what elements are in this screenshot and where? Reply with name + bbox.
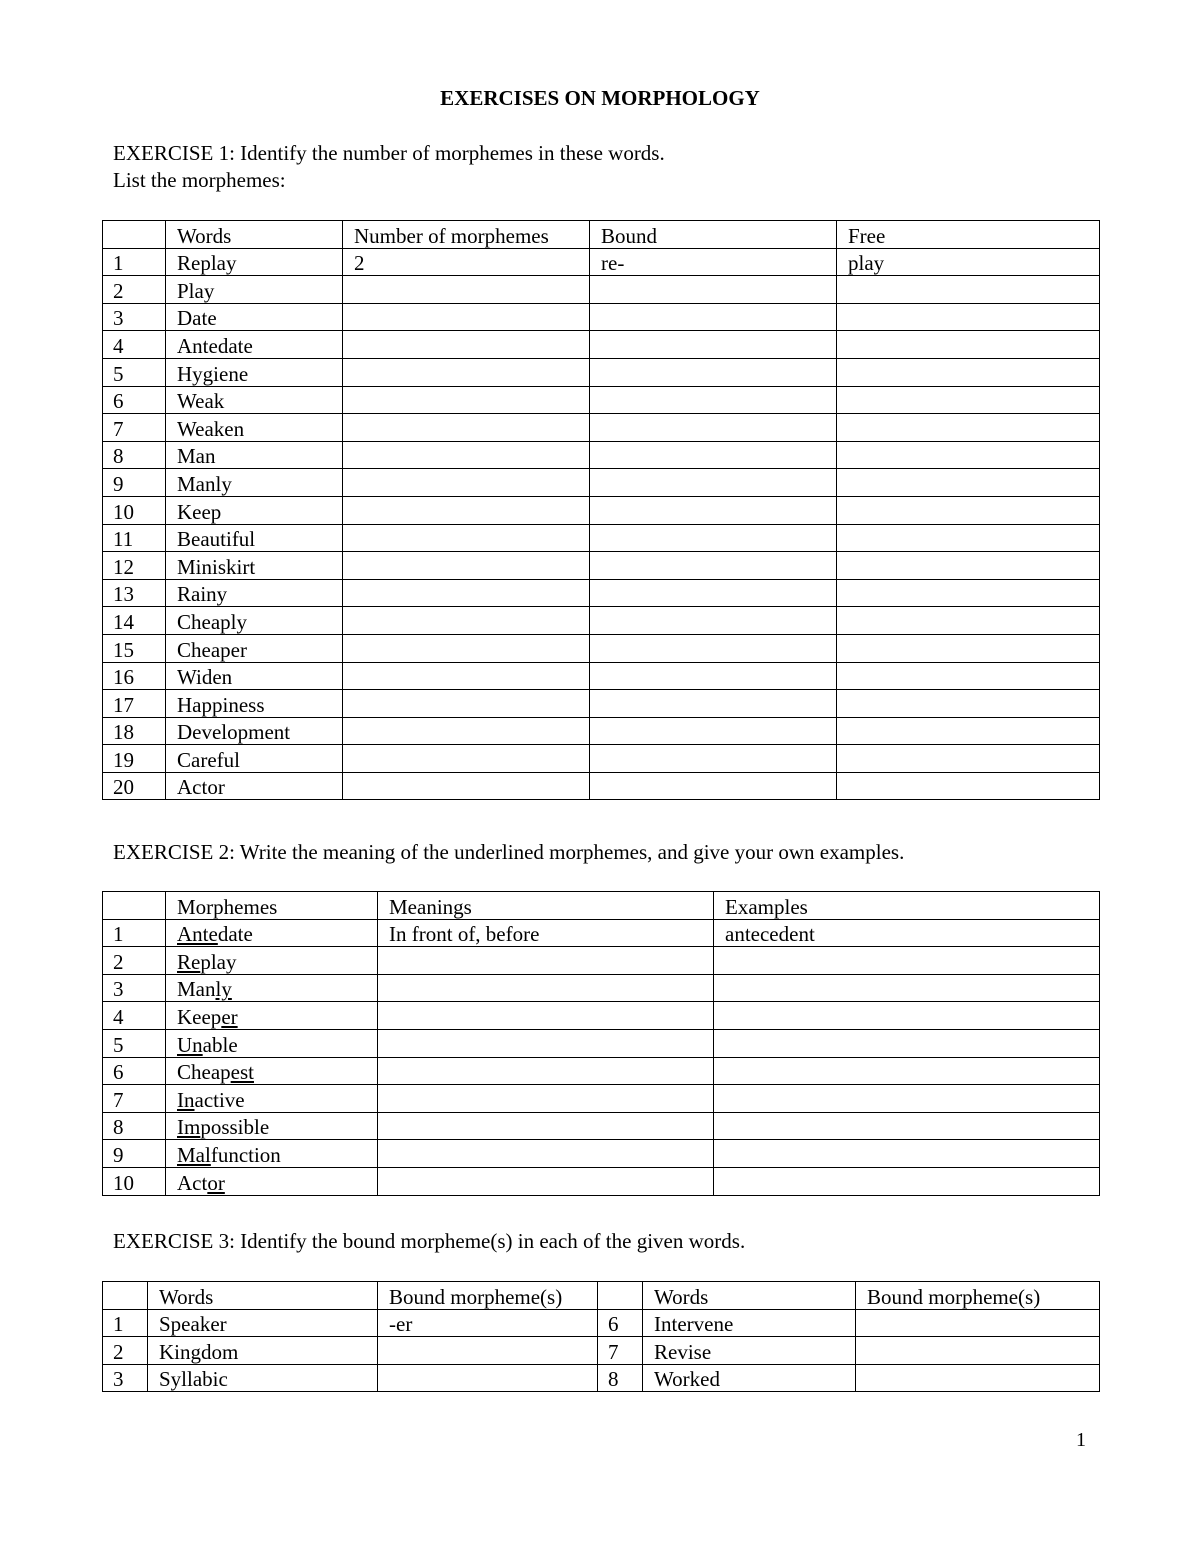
morpheme-cell [166,1167,378,1195]
morpheme-count-cell [343,358,590,386]
header-number-of-morphemes: Number of morphemes [343,221,590,249]
example-cell [714,1140,1100,1168]
word-cell: Manly [166,469,343,497]
row-number: 15 [103,634,166,662]
morpheme-plain-suffix: able [202,1032,238,1057]
row-number: 8 [598,1364,643,1392]
free-cell [837,717,1100,745]
morpheme-plain-suffix: play [200,949,237,974]
bound-cell [590,358,837,386]
header-bound-morphemes-2: Bound morpheme(s) [856,1282,1100,1310]
word-cell: Happiness [166,690,343,718]
morpheme-count-cell: 2 [343,248,590,276]
table-row [103,303,1100,331]
free-cell [837,579,1100,607]
underlined-morpheme: ly [215,977,232,1002]
morpheme-count-cell [343,552,590,580]
free-cell [837,745,1100,773]
row-number: 14 [103,607,166,635]
row-number: 2 [103,276,166,304]
exercise2-instruction: EXERCISE 2: Write the meaning of the underlined morphemes, and give your own examples. [113,840,905,864]
bound-cell [590,276,837,304]
row-number: 1 [103,1309,148,1337]
bound-cell [590,662,837,690]
row-number: 13 [103,579,166,607]
bound-cell [590,745,837,773]
table-row [103,634,1100,662]
row-number: 6 [103,1057,166,1085]
table-row [103,1085,1100,1113]
bound-cell [590,717,837,745]
table-row [103,1140,1100,1168]
morpheme-count-cell [343,496,590,524]
bound-cell [590,331,837,359]
word-cell: Intervene [643,1309,856,1337]
word-cell: Cheaper [166,634,343,662]
exercise1-table [102,220,1100,800]
bound-morpheme-cell [856,1309,1100,1337]
underlined-morpheme: or [207,1170,225,1195]
row-number: 7 [103,1085,166,1113]
header-words-2: Words [643,1282,856,1310]
table-row [103,524,1100,552]
bound-morpheme-cell [856,1364,1100,1392]
table-row [103,947,1100,975]
table-row [103,607,1100,635]
bound-morpheme-cell: -er [378,1309,598,1337]
word-cell: Play [166,276,343,304]
meaning-cell [378,1140,714,1168]
row-number: 8 [103,441,166,469]
row-number: 2 [103,1337,148,1365]
bound-cell [590,772,837,800]
underlined-morpheme: Un [177,1032,203,1057]
meaning-cell [378,1085,714,1113]
word-cell: Date [166,303,343,331]
meaning-cell [378,1112,714,1140]
exercise1-instruction: EXERCISE 1: Identify the number of morphemes in these words. [113,141,665,165]
morpheme-count-cell [343,331,590,359]
bound-cell [590,386,837,414]
underlined-morpheme: Re [177,949,201,974]
exercise1-subinstruction: List the morphemes: [113,168,286,192]
table-row [103,414,1100,442]
example-cell [714,1167,1100,1195]
morpheme-count-cell [343,524,590,552]
morpheme-cell [166,919,378,947]
free-cell [837,276,1100,304]
morpheme-cell [166,1140,378,1168]
word-cell: Worked [643,1364,856,1392]
header-number [103,221,166,249]
example-cell [714,1002,1100,1030]
free-cell [837,552,1100,580]
row-number: 1 [103,248,166,276]
morpheme-cell [166,1085,378,1113]
word-cell: Widen [166,662,343,690]
free-cell [837,634,1100,662]
word-cell: Man [166,441,343,469]
word-cell: Hygiene [166,358,343,386]
header-words: Words [148,1282,378,1310]
morpheme-plain-prefix: Cheap [177,1060,231,1085]
free-cell [837,303,1100,331]
word-cell: Speaker [148,1309,378,1337]
row-number: 4 [103,331,166,359]
table-row [103,772,1100,800]
header-morphemes: Morphemes [166,892,378,920]
table-row [103,331,1100,359]
row-number: 19 [103,745,166,773]
example-cell [714,1029,1100,1057]
word-cell: Keep [166,496,343,524]
morpheme-cell [166,1112,378,1140]
row-number: 7 [103,414,166,442]
table-row [103,1057,1100,1085]
underlined-morpheme: er [221,1004,238,1029]
exercise3-table [102,1281,1100,1392]
table-row [103,1112,1100,1140]
morpheme-plain-prefix: Act [177,1170,208,1195]
free-cell: play [837,248,1100,276]
table-header-row [103,892,1100,920]
meaning-cell [378,1002,714,1030]
underlined-morpheme: Mal [177,1142,211,1167]
underlined-morpheme: Ante [177,922,218,947]
page-number: 1 [1076,1429,1086,1451]
table-header-row [103,1282,1100,1310]
free-cell [837,496,1100,524]
morpheme-cell [166,1002,378,1030]
morpheme-count-cell [343,745,590,773]
header-number-2 [598,1282,643,1310]
morpheme-count-cell [343,607,590,635]
row-number: 17 [103,690,166,718]
table-row [103,276,1100,304]
header-number [103,892,166,920]
bound-cell [590,414,837,442]
morpheme-count-cell [343,469,590,497]
morpheme-count-cell [343,579,590,607]
bound-cell [590,607,837,635]
exercise3-instruction: EXERCISE 3: Identify the bound morpheme(s) in each of the given words. [113,1229,746,1253]
row-number: 12 [103,552,166,580]
row-number: 3 [103,303,166,331]
morpheme-plain-suffix: active [194,1087,245,1112]
table-row [103,745,1100,773]
underlined-morpheme: Im [177,1115,201,1140]
header-bound-morphemes: Bound morpheme(s) [378,1282,598,1310]
row-number: 6 [103,386,166,414]
row-number: 8 [103,1112,166,1140]
row-number: 9 [103,1140,166,1168]
morpheme-cell [166,1057,378,1085]
header-number [103,1282,148,1310]
morpheme-count-cell [343,717,590,745]
morpheme-count-cell [343,414,590,442]
morpheme-count-cell [343,386,590,414]
free-cell [837,414,1100,442]
morpheme-cell [166,947,378,975]
table-row [103,1167,1100,1195]
morpheme-plain-suffix: function [210,1142,281,1167]
header-bound: Bound [590,221,837,249]
word-cell: Antedate [166,331,343,359]
bound-cell [590,690,837,718]
bound-cell [590,524,837,552]
table-row [103,974,1100,1002]
word-cell: Weaken [166,414,343,442]
exercise2-table [102,891,1100,1196]
example-cell: antecedent [714,919,1100,947]
table-row [103,469,1100,497]
morpheme-plain-prefix: Man [177,977,216,1002]
table-row [103,1002,1100,1030]
free-cell [837,662,1100,690]
row-number: 9 [103,469,166,497]
morpheme-count-cell [343,303,590,331]
free-cell [837,690,1100,718]
table-row [103,441,1100,469]
word-cell: Syllabic [148,1364,378,1392]
bound-cell [590,303,837,331]
free-cell [837,607,1100,635]
example-cell [714,1112,1100,1140]
example-cell [714,947,1100,975]
meaning-cell [378,947,714,975]
header-meanings: Meanings [378,892,714,920]
table-row [103,662,1100,690]
header-examples: Examples [714,892,1100,920]
word-cell: Actor [166,772,343,800]
underlined-morpheme: est [230,1060,254,1085]
table-row [103,690,1100,718]
header-free: Free [837,221,1100,249]
table-row [103,248,1100,276]
morpheme-cell [166,1029,378,1057]
word-cell: Careful [166,745,343,773]
bound-cell [590,552,837,580]
word-cell: Revise [643,1337,856,1365]
page-title: EXERCISES ON MORPHOLOGY [440,86,760,110]
bound-cell [590,469,837,497]
table-row [103,1029,1100,1057]
bound-morpheme-cell [378,1364,598,1392]
morpheme-plain-prefix: Keep [177,1004,222,1029]
free-cell [837,772,1100,800]
free-cell [837,386,1100,414]
word-cell: Beautiful [166,524,343,552]
morpheme-count-cell [343,441,590,469]
morpheme-count-cell [343,662,590,690]
free-cell [837,358,1100,386]
word-cell: Weak [166,386,343,414]
free-cell [837,524,1100,552]
morpheme-plain-suffix: date [217,922,253,947]
word-cell: Rainy [166,579,343,607]
example-cell [714,974,1100,1002]
table-row [103,552,1100,580]
underlined-morpheme: In [177,1087,195,1112]
bound-morpheme-cell [378,1337,598,1365]
header-words: Words [166,221,343,249]
meaning-cell [378,974,714,1002]
morpheme-plain-suffix: possible [200,1115,270,1140]
bound-morpheme-cell [856,1337,1100,1365]
meaning-cell [378,1029,714,1057]
table-header-row [103,221,1100,249]
row-number: 3 [103,1364,148,1392]
row-number: 10 [103,496,166,524]
row-number: 1 [103,919,166,947]
table-row [103,1364,1100,1392]
bound-cell [590,579,837,607]
bound-cell: re- [590,248,837,276]
row-number: 7 [598,1337,643,1365]
row-number: 16 [103,662,166,690]
table-row [103,919,1100,947]
morpheme-count-cell [343,690,590,718]
word-cell: Kingdom [148,1337,378,1365]
row-number: 2 [103,947,166,975]
morpheme-count-cell [343,276,590,304]
bound-cell [590,441,837,469]
row-number: 3 [103,974,166,1002]
row-number: 20 [103,772,166,800]
bound-cell [590,496,837,524]
bound-cell [590,634,837,662]
example-cell [714,1057,1100,1085]
table-row [103,496,1100,524]
meaning-cell [378,1167,714,1195]
row-number: 10 [103,1167,166,1195]
row-number: 6 [598,1309,643,1337]
free-cell [837,441,1100,469]
table-row [103,1337,1100,1365]
row-number: 5 [103,358,166,386]
morpheme-count-cell [343,634,590,662]
meaning-cell: In front of, before [378,919,714,947]
free-cell [837,469,1100,497]
row-number: 5 [103,1029,166,1057]
word-cell: Replay [166,248,343,276]
row-number: 4 [103,1002,166,1030]
word-cell: Cheaply [166,607,343,635]
word-cell: Miniskirt [166,552,343,580]
example-cell [714,1085,1100,1113]
row-number: 18 [103,717,166,745]
table-row [103,358,1100,386]
free-cell [837,331,1100,359]
table-row [103,386,1100,414]
morpheme-cell [166,974,378,1002]
table-row [103,717,1100,745]
meaning-cell [378,1057,714,1085]
table-row [103,1309,1100,1337]
row-number: 11 [103,524,166,552]
word-cell: Development [166,717,343,745]
table-row [103,579,1100,607]
morpheme-count-cell [343,772,590,800]
